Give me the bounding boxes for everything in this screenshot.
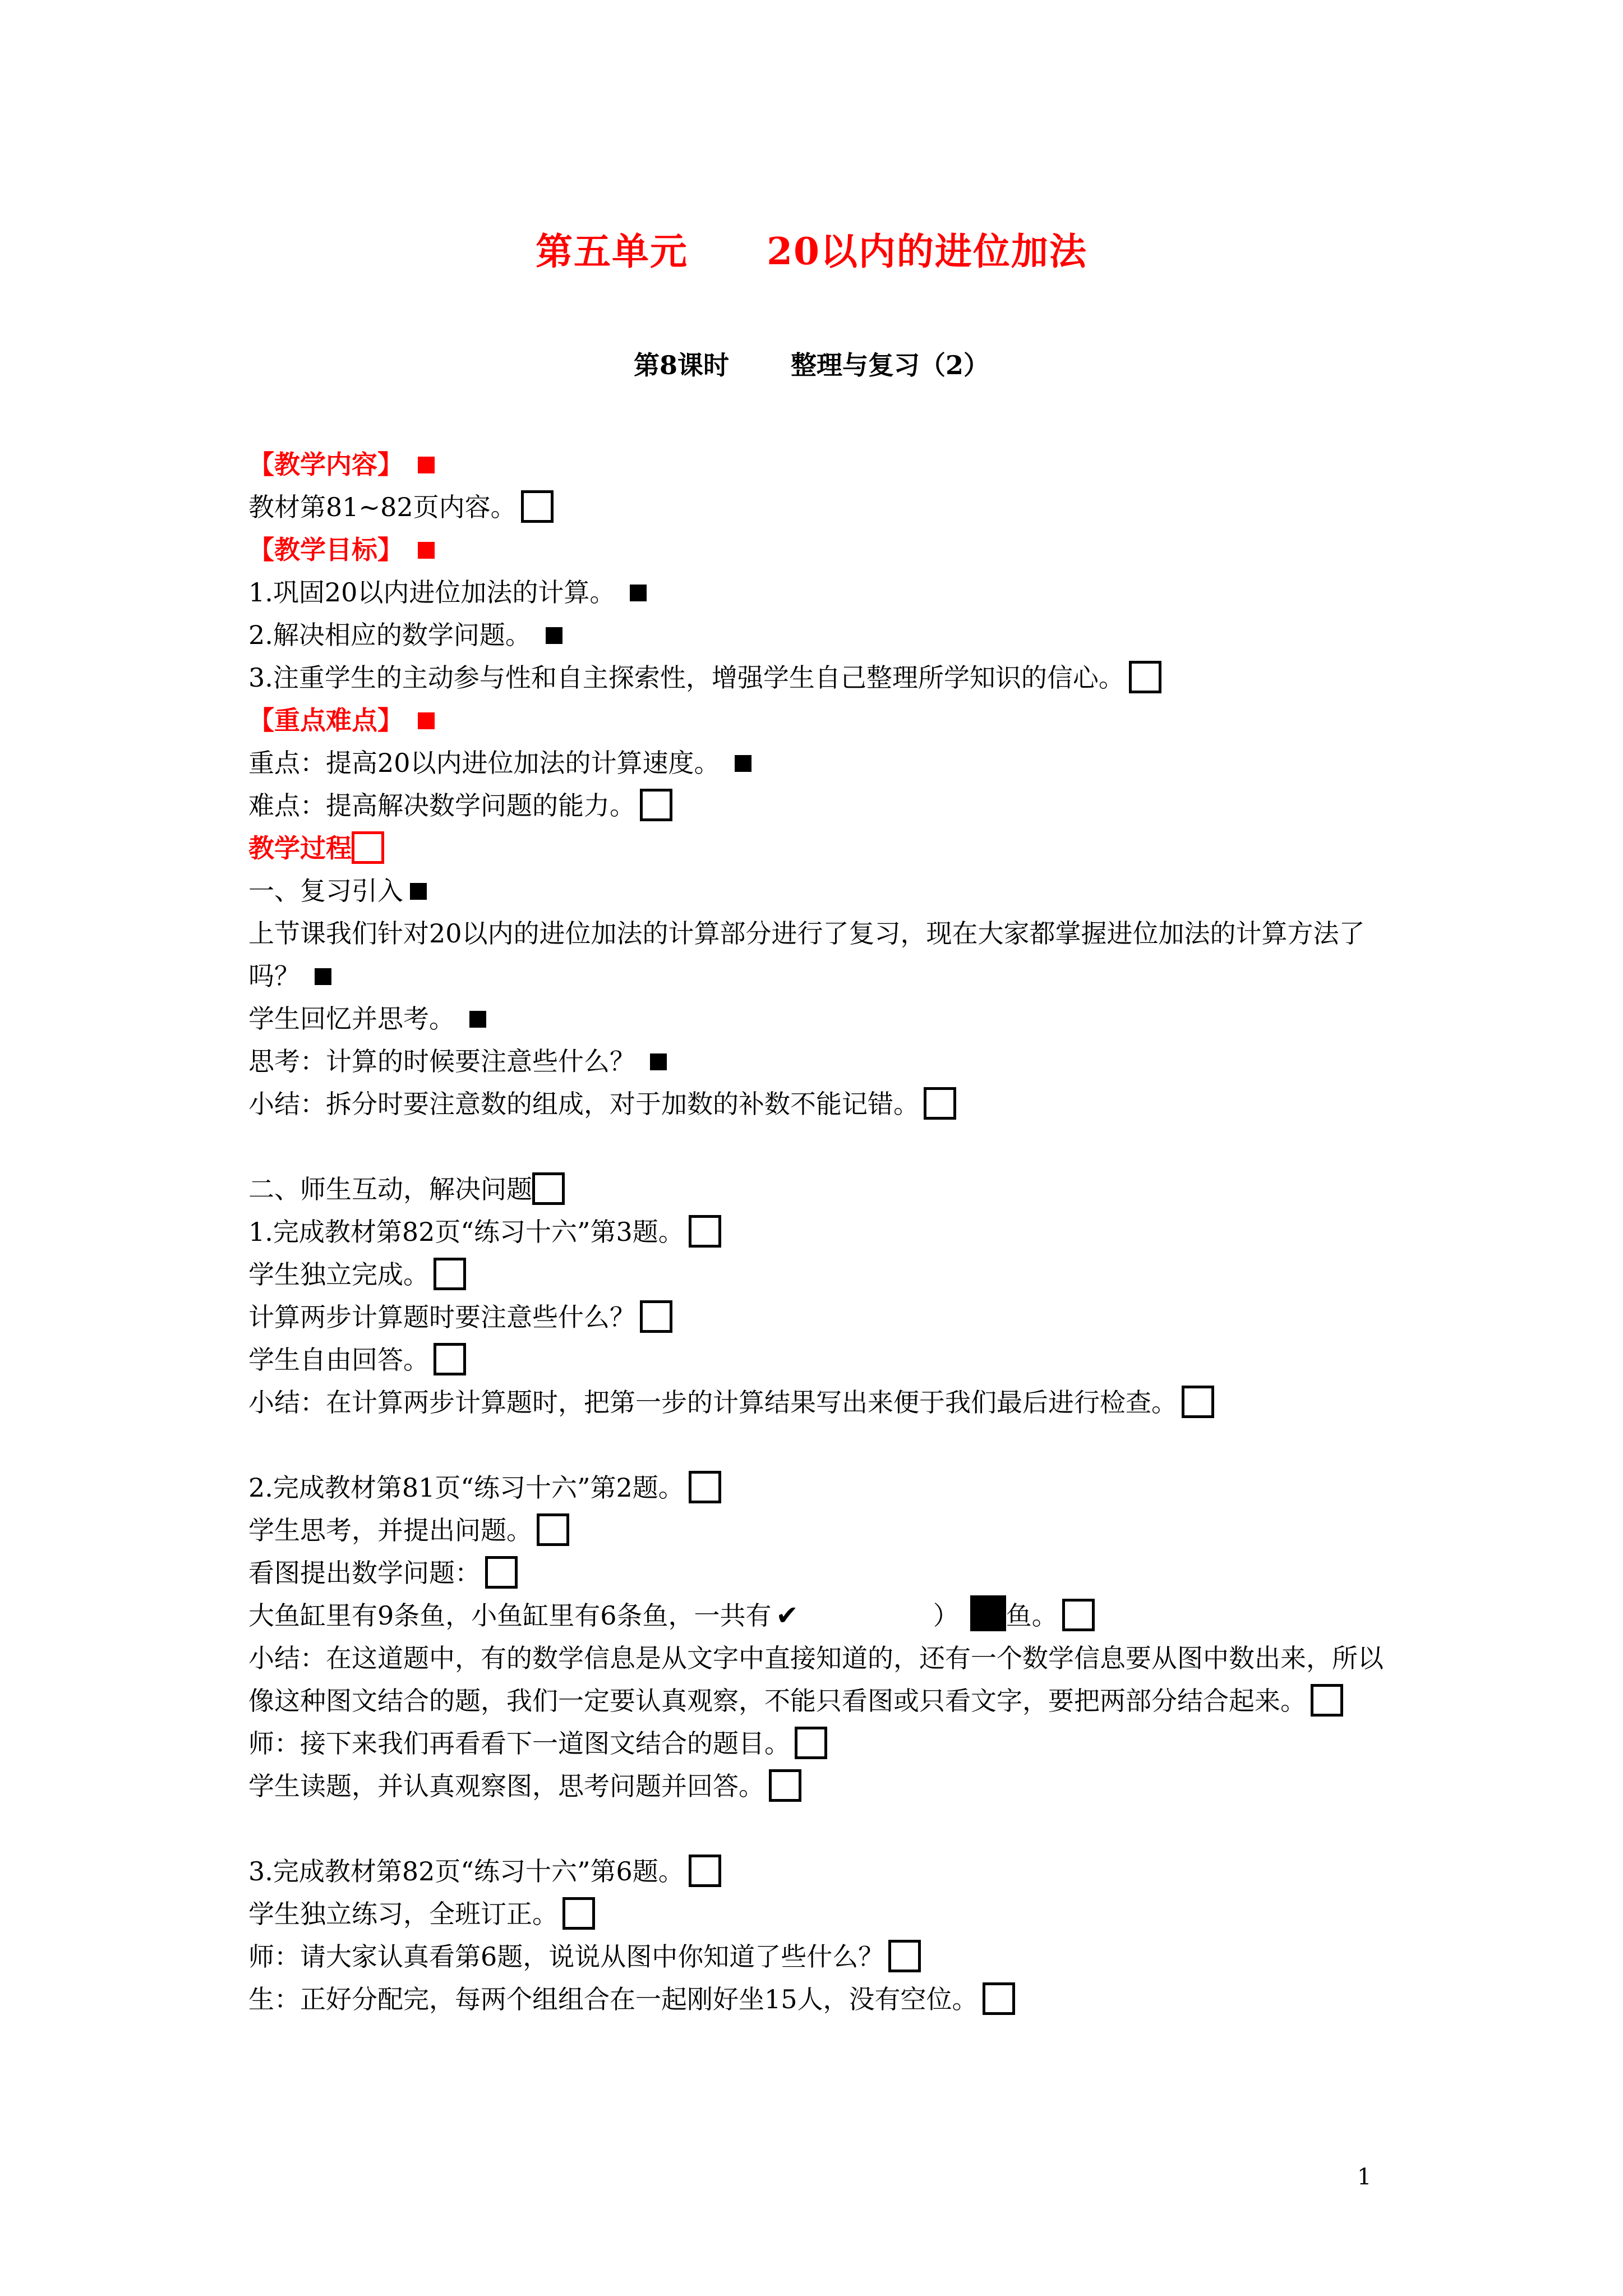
- section-heading-content: [248, 443, 1393, 486]
- checkbox[interactable]: [1311, 1684, 1343, 1717]
- paragraph: [248, 486, 1393, 528]
- marker-square: [315, 968, 331, 985]
- paragraph: [248, 1978, 1393, 2021]
- paragraph-text: 重点：提高20以内进位加法的计算速度。: [248, 748, 720, 778]
- paragraph-text: 小结：在计算两步计算题时，把第一步的计算结果写出来便于我们最后进行检查。: [248, 1387, 1177, 1418]
- paragraph-text: 大鱼缸里有9条鱼，小鱼缸里有6条鱼，一共有: [248, 1600, 772, 1631]
- paragraph-text: 学生自由回答。: [248, 1345, 429, 1375]
- paragraph-text: 2.完成教材第81页“练习十六”第2题。: [248, 1473, 684, 1503]
- paragraph-text: 师：请大家认真看第6题，说说从图中你知道了些什么？: [248, 1941, 884, 1972]
- section-title: [248, 869, 1393, 912]
- section-heading-key: [248, 699, 1393, 742]
- heading-text: 【教学内容】: [248, 449, 403, 480]
- paragraph-text: 学生回忆并思考。: [248, 1004, 455, 1034]
- paragraph-text: 3.注重学生的主动参与性和自主探索性，增强学生自己整理所学知识的信心。: [248, 662, 1124, 693]
- checkbox[interactable]: [1062, 1599, 1095, 1631]
- paragraph: [248, 1509, 1393, 1552]
- paragraph: [248, 1466, 1393, 1509]
- checkbox[interactable]: [434, 1343, 466, 1375]
- paragraph-text: 难点：提高解决数学问题的能力。: [248, 790, 635, 821]
- paragraph-text: 思考：计算的时候要注意些什么？: [248, 1046, 635, 1076]
- paragraph-text: 一、复习引入: [248, 876, 403, 906]
- subtitle-lesson: 第8课时: [633, 350, 729, 380]
- page-number: 1: [1357, 2164, 1372, 2190]
- paragraph-text: 看图提出数学问题：: [248, 1558, 481, 1588]
- checkbox[interactable]: [521, 490, 554, 523]
- paragraph-text: 学生思考，并提出问题。: [248, 1515, 532, 1545]
- section-title: [248, 1168, 1393, 1211]
- paragraph-text: 1.完成教材第82页“练习十六”第3题。: [248, 1217, 684, 1247]
- checkbox[interactable]: [689, 1855, 721, 1887]
- paragraph: [248, 1935, 1393, 1978]
- title-topic: 20以内的进位加法: [767, 229, 1087, 273]
- paragraph: [248, 742, 1393, 784]
- marker-square: [418, 712, 435, 729]
- paragraph: [248, 1296, 1393, 1338]
- checkbox[interactable]: [434, 1258, 466, 1290]
- paragraph-text: 学生独立练习，全班订正。: [248, 1899, 558, 1929]
- paragraph: [248, 1381, 1393, 1424]
- checkbox[interactable]: [532, 1172, 565, 1205]
- heading-text: 【重点难点】: [248, 705, 403, 735]
- check-mark-icon: ✔: [776, 1600, 799, 1631]
- checkbox[interactable]: [1129, 661, 1161, 693]
- checkbox[interactable]: [537, 1513, 569, 1546]
- paragraph-text: 小结：在这道题中，有的数学信息是从文字中直接知道的，还有一个数学信息要从图中数出来，所以像这种图文结合的题，我们一定要认真观察，不能只看图或只看文字，要把两部分结合起来。: [248, 1643, 1384, 1716]
- redaction-block: [970, 1595, 1006, 1631]
- checkbox[interactable]: [352, 831, 384, 864]
- marker-square: [650, 1053, 667, 1070]
- marker-square: [410, 883, 427, 900]
- checkbox[interactable]: [888, 1940, 921, 1972]
- document-body: [248, 443, 1393, 2021]
- paragraph: [248, 912, 1393, 997]
- paragraph-text: 教材第81~82页内容。: [248, 492, 517, 522]
- paragraph-text: 二、师生互动，解决问题: [248, 1174, 532, 1204]
- section-heading-process: [248, 827, 1393, 869]
- paragraph-text: 1.巩固20以内进位加法的计算。: [248, 577, 616, 608]
- spacer: [248, 1807, 1393, 1850]
- marker-square: [418, 457, 435, 473]
- section-heading-goals: [248, 528, 1393, 571]
- checkbox[interactable]: [689, 1215, 721, 1248]
- paragraph: [248, 1040, 1393, 1083]
- heading-text: 教学过程: [248, 833, 352, 863]
- paragraph-text: 3.完成教材第82页“练习十六”第6题。: [248, 1856, 684, 1887]
- paragraph: [248, 571, 1393, 614]
- checkbox[interactable]: [485, 1556, 518, 1589]
- paragraph: [248, 1552, 1393, 1594]
- checkbox[interactable]: [562, 1897, 595, 1930]
- heading-text: 【教学目标】: [248, 535, 403, 565]
- paragraph-text: 上节课我们针对20以内的进位加法的计算部分进行了复习，现在大家都掌握进位加法的计算方法了吗？: [248, 918, 1365, 991]
- paragraph-text: 小结：拆分时要注意数的组成，对于加数的补数不能记错。: [248, 1089, 919, 1119]
- paragraph: [248, 1253, 1393, 1296]
- paragraph: [248, 1211, 1393, 1253]
- checkbox[interactable]: [983, 1982, 1015, 2015]
- page-title: [0, 222, 1623, 275]
- paragraph-text: 鱼。: [1006, 1600, 1058, 1631]
- marker-square: [546, 627, 562, 644]
- paragraph: [248, 1637, 1393, 1722]
- spacer: [248, 1424, 1393, 1466]
- title-unit: 第五单元: [536, 229, 689, 273]
- paragraph-text: 生：正好分配完，每两个组组合在一起刚好坐15人，没有空位。: [248, 1984, 978, 2014]
- checkbox[interactable]: [1182, 1386, 1214, 1418]
- paragraph-text: 2.解决相应的数学问题。: [248, 620, 531, 650]
- subtitle-topic: 整理与复习（2）: [791, 350, 990, 380]
- checkbox[interactable]: [924, 1087, 956, 1120]
- paragraph: [248, 1765, 1393, 1807]
- paragraph: [248, 1722, 1393, 1765]
- paragraph: [248, 1338, 1393, 1381]
- paragraph: [248, 1594, 1393, 1637]
- paragraph-text: 师：接下来我们再看看下一道图文结合的题目。: [248, 1728, 790, 1759]
- paragraph: [248, 1850, 1393, 1893]
- paragraph: [248, 997, 1393, 1040]
- marker-square: [469, 1011, 486, 1028]
- checkbox[interactable]: [769, 1769, 801, 1802]
- marker-square: [418, 542, 435, 559]
- marker-square: [735, 755, 751, 772]
- paragraph: [248, 784, 1393, 827]
- checkbox[interactable]: [689, 1471, 721, 1503]
- marker-square: [630, 585, 647, 601]
- page-subtitle: [0, 345, 1623, 382]
- spacer: [248, 1125, 1393, 1168]
- paragraph: [248, 1083, 1393, 1125]
- paragraph-text: 学生独立完成。: [248, 1259, 429, 1290]
- paragraph: [248, 1893, 1393, 1935]
- paragraph-text: ）: [933, 1600, 959, 1631]
- paragraph: [248, 656, 1393, 699]
- paragraph-text: 计算两步计算题时要注意些什么？: [248, 1302, 635, 1332]
- paragraph-text: 学生读题，并认真观察图，思考问题并回答。: [248, 1771, 764, 1801]
- checkbox[interactable]: [640, 789, 672, 821]
- checkbox[interactable]: [640, 1300, 672, 1333]
- checkbox[interactable]: [795, 1727, 827, 1759]
- paragraph: [248, 614, 1393, 656]
